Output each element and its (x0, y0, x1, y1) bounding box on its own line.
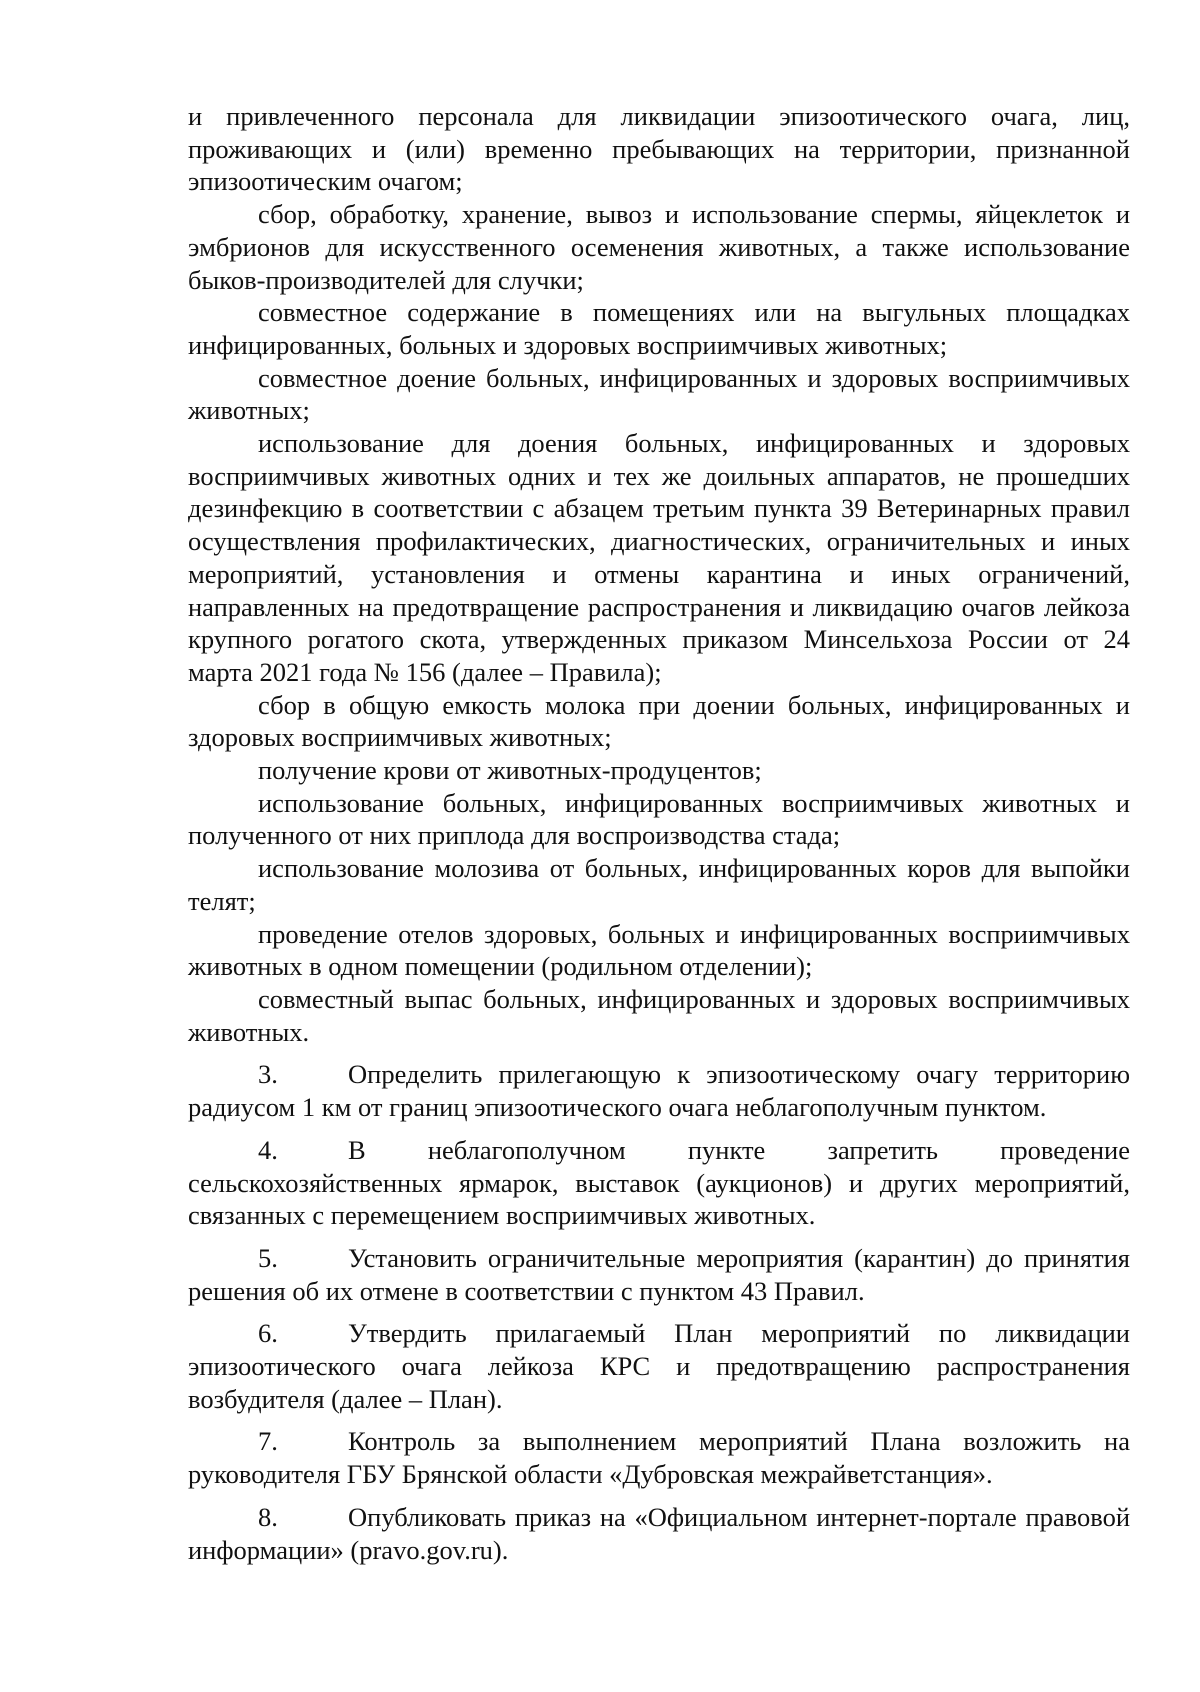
numbered-item-4 (188, 1134, 1130, 1232)
item-text: Определить прилегающую к эпизоотическому очагу территорию радиусом 1 км от границ эпизоотического очага неблагополучным пунктом. (188, 1059, 1130, 1123)
prohibition-item: использование больных, инфицированных восприимчивых животных и полученного от них приплода для воспроизводства стада; (188, 787, 1130, 851)
prohibition-item: сбор в общую емкость молока при доении больных, инфицированных и здоровых восприимчивых животных; (188, 689, 1130, 753)
item-number: 4. (258, 1134, 278, 1165)
prohibition-item: совместный выпас больных, инфицированных и здоровых восприимчивых животных. (188, 983, 1130, 1047)
item-text: В неблагополучном пункте запретить проведение сельскохозяйственных ярмарок, выставок (аукционов) и других мероприятий, связанных с перемещением восприимчивых животных. (188, 1134, 1130, 1231)
item-text: Установить ограничительные мероприятия (карантин) до принятия решения об их отмене в соответствии с пунктом 43 Правил. (188, 1242, 1130, 1306)
prohibition-item: использование молозива от больных, инфицированных коров для выпойки телят; (188, 853, 1130, 916)
numbered-item-7 (188, 1425, 1130, 1490)
prohibition-item: совместное доение больных, инфицированных и здоровых восприимчивых животных; (188, 362, 1130, 426)
item-text: Утвердить прилагаемый План мероприятий по ликвидации эпизоотического очага лейкоза КРС и предотвращению распространения возбудителя (далее – План). (188, 1318, 1130, 1414)
item-number: 7. (258, 1426, 278, 1457)
prohibition-item: проведение отелов здоровых, больных и инфицированных восприимчивых животных в одном помещении (родильном отделении); (188, 918, 1130, 982)
item-text: Контроль за выполнением мероприятий Плана возложить на руководителя ГБУ Брянской области «Дубровская межрайветстанция». (188, 1426, 1130, 1490)
numbered-item-5 (188, 1242, 1130, 1307)
document-body (188, 100, 1130, 1566)
prohibition-item: использование для доения больных, инфицированных и здоровых восприимчивых животных одних и тех же доильных аппаратов, не прошедших дезинфекцию в соответствии с абзацем третьим пункта 39 Ветеринарных правил осуществления профилактических, диагностических, ограничительных и иных мероприятий, установления и отмены карантина и иных ограничений, направленных на предотвращение распространения и ликвидацию очагов лейкоза крупного рогатого скота, утвержденных приказом Минсельхоза России от 24 марта 2021 года № 156 (далее – Правила); (188, 428, 1130, 687)
paragraph-continuation: и привлеченного персонала для ликвидации эпизоотического очага, лиц, проживающих и (или) временно пребывающих на территории, признанной эпизоотическим очагом; (188, 101, 1130, 197)
item-number: 8. (258, 1501, 278, 1532)
prohibition-item: получение крови от животных-продуцентов; (258, 755, 762, 786)
item-number: 3. (258, 1059, 278, 1090)
numbered-item-6 (188, 1317, 1130, 1415)
prohibition-item: сбор, обработку, хранение, вывоз и использование спермы, яйцеклеток и эмбрионов для искусственного осеменения животных, а также использование быков-производителей для случки; (188, 199, 1130, 295)
numbered-item-3 (188, 1058, 1130, 1123)
numbered-item-8 (188, 1501, 1130, 1566)
prohibition-item: совместное содержание в помещениях или на выгульных площадках инфицированных, больных и здоровых восприимчивых животных; (188, 297, 1130, 360)
item-number: 6. (258, 1318, 278, 1349)
item-text: Опубликовать приказ на «Официальном интернет-портале правовой информации» (pravo.gov.ru). (188, 1501, 1130, 1565)
item-number: 5. (258, 1242, 278, 1273)
